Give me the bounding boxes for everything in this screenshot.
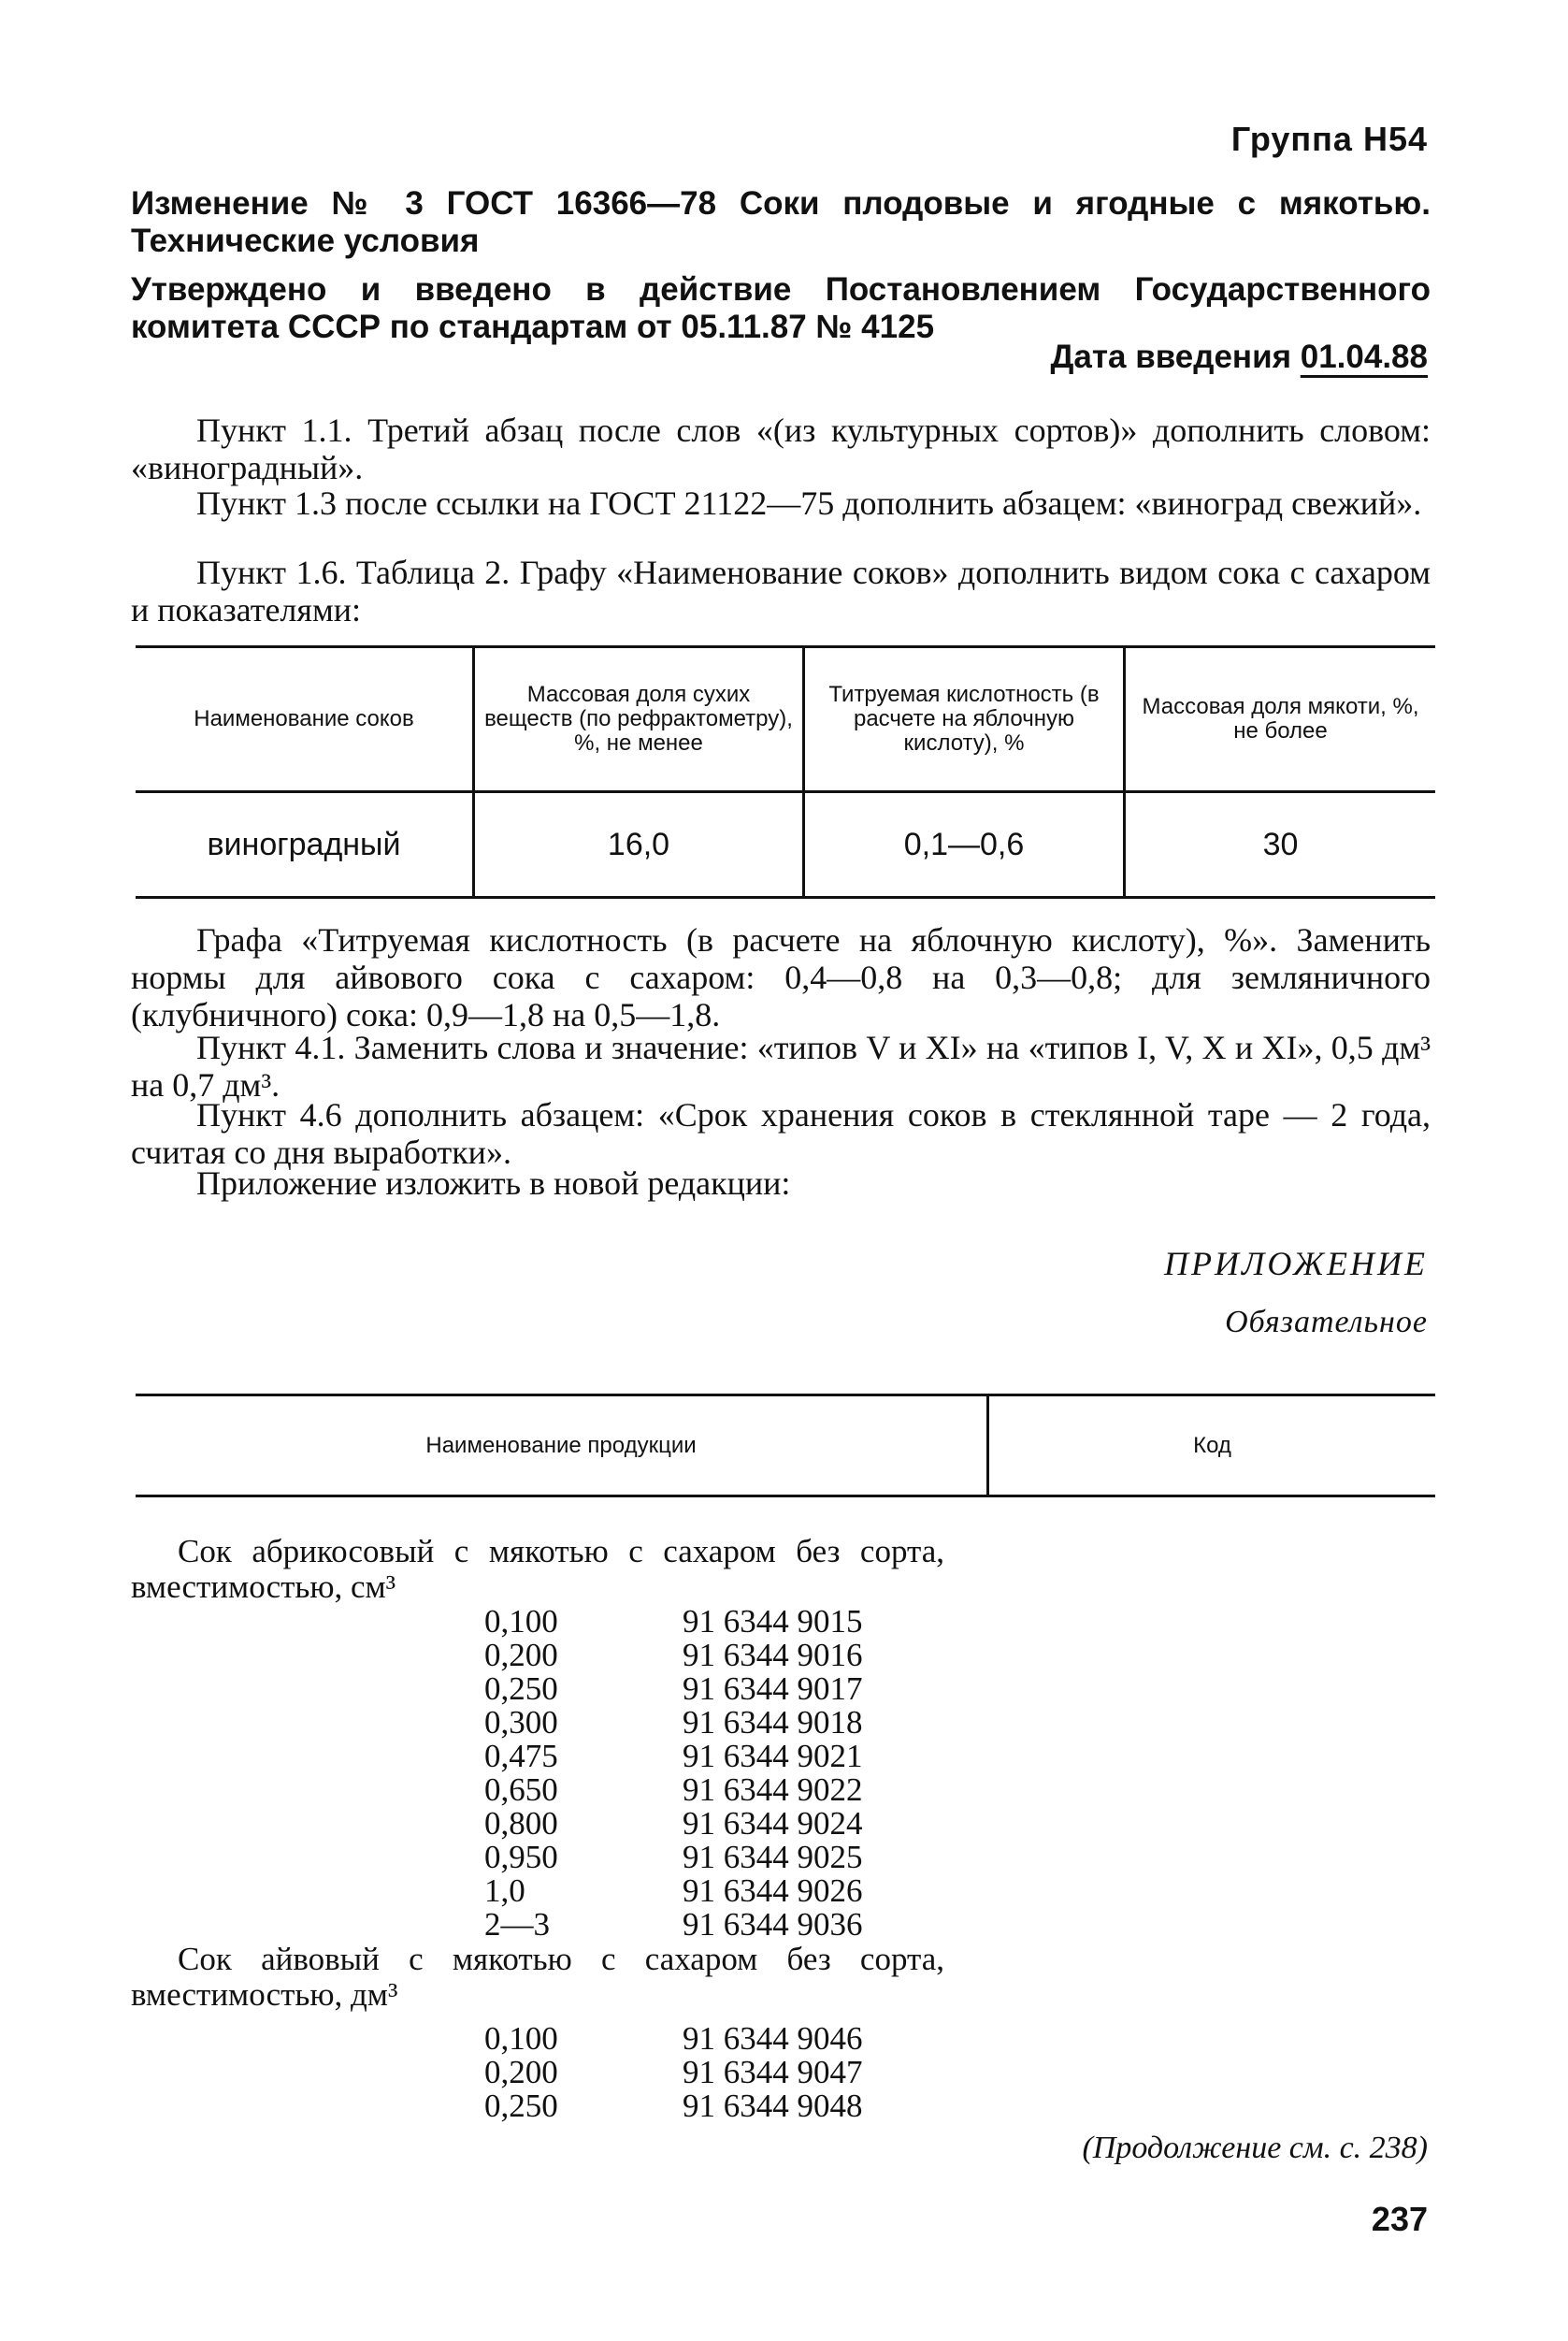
continuation-note: (Продолжение см. с. 238) xyxy=(1082,2131,1428,2165)
product-code: 91 6344 9024 xyxy=(683,1805,863,1842)
product-code: 91 6344 9021 xyxy=(683,1738,863,1774)
col-acidity: Титруемая кислотность (в расчете на яблочную кислоту), % xyxy=(804,647,1125,792)
paragraph-5: Пункт 4.1. Заменить слова и значение: «типов V и XI» на «типов I, V, X и XI», 0,5 дм³ на 0,7 дм³. xyxy=(131,1029,1431,1104)
juice-table xyxy=(136,645,1435,899)
volume-value: 0,800 xyxy=(484,1805,558,1842)
paragraph-7: Приложение изложить в новой редакции: xyxy=(196,1164,791,1202)
effective-date xyxy=(1050,339,1428,376)
volume-value: 0,100 xyxy=(484,2020,558,2057)
paragraph-2: Пункт 1.3 после ссылки на ГОСТ 21122—75 дополнить абзацем: «виноград свежий». xyxy=(196,484,1422,522)
volume-value: 1,0 xyxy=(484,1872,525,1909)
volume-value: 0,200 xyxy=(484,1637,558,1673)
table-row xyxy=(131,2089,1440,2123)
col-product: Наименование продукции xyxy=(425,1432,697,1458)
cell-acidity: 0,1—0,6 xyxy=(804,792,1125,898)
table-row xyxy=(131,1605,1440,1639)
appendix-title: ПРИЛОЖЕНИЕ xyxy=(1164,1245,1428,1282)
product-code: 91 6344 9026 xyxy=(683,1872,863,1909)
product-code: 91 6344 9025 xyxy=(683,1839,863,1875)
group-label: Группа Н54 xyxy=(1230,120,1428,158)
volume-value: 0,475 xyxy=(484,1738,558,1774)
volume-value: 0,250 xyxy=(484,1670,558,1707)
apricot-rows xyxy=(131,1605,1440,1942)
col-juice-name: Наименование соков xyxy=(136,647,474,792)
table-row xyxy=(131,1807,1440,1841)
table-row xyxy=(131,1908,1440,1942)
col-dry-matter: Массовая доля сухих веществ (по рефрактометру), %, не менее xyxy=(474,647,804,792)
date-label: Дата введения xyxy=(1050,339,1292,375)
cell-dry-matter: 16,0 xyxy=(474,792,804,898)
table-row xyxy=(136,792,1435,898)
table-row xyxy=(131,1841,1440,1874)
product-code: 91 6344 9022 xyxy=(683,1771,863,1808)
quince-rows xyxy=(131,2022,1440,2123)
paragraph-1: Пункт 1.1. Третий абзац после слов «(из культурных сортов)» дополнить словом: «виноградный». xyxy=(131,412,1431,486)
table-row xyxy=(131,1672,1440,1706)
col-code: Код xyxy=(988,1395,1436,1496)
volume-value: 0,200 xyxy=(484,2054,558,2090)
table-row xyxy=(131,1706,1440,1740)
volume-value: 0,300 xyxy=(484,1704,558,1741)
cell-juice-name: виноградный xyxy=(207,826,401,862)
page-number: 237 xyxy=(1371,2200,1428,2238)
paragraph-4: Графа «Титруемая кислотность (в расчете на яблочную кислоту), %». Заменить нормы для айвового сока с сахаром: 0,4—0,8 на 0,3—0,8; для земляничного (клубничного) сока: 0,9—1,8 на 0,5—1,8. xyxy=(131,921,1431,1033)
product-code: 91 6344 9036 xyxy=(683,1906,863,1943)
quince-group: Сок айвовый с мякотью с сахаром без сорта, вместимостью, дм³ xyxy=(131,1941,944,2013)
table-row xyxy=(131,1874,1440,1908)
product-code: 91 6344 9047 xyxy=(683,2054,863,2090)
volume-value: 0,100 xyxy=(484,1603,558,1640)
amendment-title: Изменение № 3 ГОСТ 16366—78 Соки плодовые и ягодные с мякотью. Технические условия xyxy=(131,185,1431,259)
apricot-group: Сок абрикосовый с мякотью с сахаром без сорта, вместимостью, см³ xyxy=(131,1533,944,1605)
table-row xyxy=(131,1740,1440,1773)
product-list xyxy=(131,1534,1440,2123)
product-code: 91 6344 9018 xyxy=(683,1704,863,1741)
volume-value: 0,950 xyxy=(484,1839,558,1875)
col-pulp: Массовая доля мякоти, %, не более xyxy=(1125,647,1436,792)
appendix-subtitle: Обязательное xyxy=(1225,1305,1428,1339)
table-row xyxy=(131,2022,1440,2056)
volume-value: 0,250 xyxy=(484,2088,558,2124)
product-code: 91 6344 9046 xyxy=(683,2020,863,2057)
table-row xyxy=(131,1639,1440,1672)
paragraph-6: Пункт 4.6 дополнить абзацем: «Срок хранения соков в стеклянной таре — 2 года, считая со дня выработки». xyxy=(131,1096,1431,1171)
appendix-table-header xyxy=(136,1394,1435,1497)
approval-text: Утверждено и введено в действие Постановлением Государственного комитета СССР по стандартам от 05.11.87 № 4125 xyxy=(131,271,1431,345)
product-code: 91 6344 9015 xyxy=(683,1603,863,1640)
date-value: 01.04.88 xyxy=(1300,339,1428,375)
table-row xyxy=(131,1773,1440,1807)
volume-value: 0,650 xyxy=(484,1771,558,1808)
paragraph-3: Пункт 1.6. Таблица 2. Графу «Наименование соков» дополнить видом сока с сахаром и показателями: xyxy=(131,554,1431,629)
cell-pulp: 30 xyxy=(1125,792,1436,898)
table-row xyxy=(131,2056,1440,2089)
product-code: 91 6344 9017 xyxy=(683,1670,863,1707)
volume-value: 2—3 xyxy=(484,1906,550,1943)
product-code: 91 6344 9016 xyxy=(683,1637,863,1673)
product-code: 91 6344 9048 xyxy=(683,2088,863,2124)
